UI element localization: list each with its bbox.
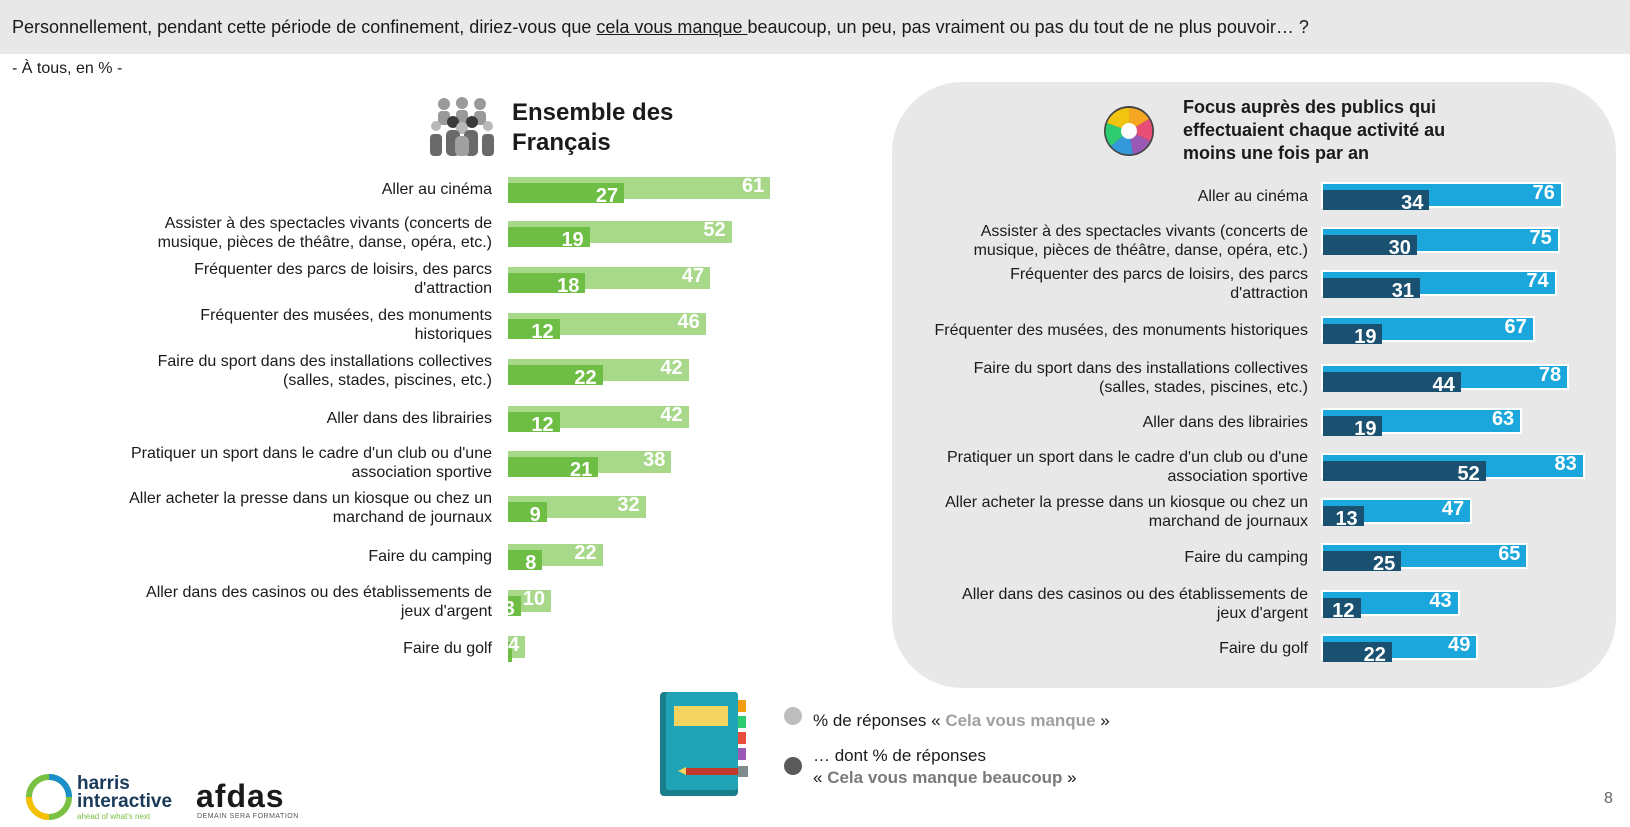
right-category-label-line: Aller dans des casinos ou des établissements de — [962, 586, 1308, 603]
legend-item-beaucoup: … dont % de réponses « Cela vous manque beaucoup » — [813, 746, 1077, 787]
left-category-label-line: historiques — [414, 326, 492, 343]
left-category-label-line: Aller acheter la presse dans un kiosque ou chez un — [129, 490, 492, 507]
left-panel-title: Ensemble des Français — [512, 99, 674, 156]
harris-tagline: ahead of what's next — [77, 812, 151, 821]
right-value-total: 67 — [1504, 316, 1527, 338]
right-category-label — [828, 222, 1308, 260]
right-value-total: 74 — [1526, 270, 1549, 292]
left-category-label — [12, 444, 492, 482]
right-category-label-line: Fréquenter des parcs de loisirs, des parcs — [1010, 266, 1308, 283]
left-category-label — [12, 214, 492, 252]
right-panel-title: Focus auprès des publics qui effectuaient chaque activité au moins une fois par an — [1183, 97, 1446, 163]
right-category-label-line: marchand de journaux — [1148, 513, 1308, 530]
right-value-beaucoup: 12 — [1332, 600, 1355, 622]
left-category-label-line: association sportive — [351, 464, 492, 481]
left-value-total: 61 — [742, 175, 765, 197]
left-value-beaucoup: 18 — [557, 275, 580, 297]
left-category-label-line: Fréquenter des parcs de loisirs, des parcs — [194, 261, 492, 278]
harris-interactive-logo — [26, 774, 72, 820]
left-category-label-line: Aller au cinéma — [381, 180, 492, 198]
question-part-2: beaucoup, un peu, pas vraiment ou pas du tout de ne plus pouvoir… ? — [747, 17, 1309, 37]
right-category-label — [828, 493, 1308, 531]
left-category-label-line: Pratiquer un sport dans le cadre d'un club ou d'une — [130, 445, 492, 462]
right-category-label — [828, 187, 1308, 206]
legend-key-dark: Cela vous manque beaucoup — [827, 768, 1063, 787]
left-category-label — [12, 260, 492, 298]
left-category-label-line: jeux d'argent — [400, 603, 492, 620]
left-value-total: 22 — [574, 542, 597, 564]
legend-key-light: Cela vous manque — [945, 711, 1096, 730]
left-value-beaucoup: 1 — [495, 644, 507, 666]
question-underlined: cela vous manque — [596, 17, 748, 37]
right-value-beaucoup: 19 — [1354, 326, 1377, 348]
left-category-label-line: Assister à des spectacles vivants (concerts de — [164, 215, 492, 232]
right-category-label — [828, 321, 1308, 340]
right-category-label — [828, 413, 1308, 432]
right-value-total: 83 — [1554, 453, 1577, 475]
right-category-label — [828, 585, 1308, 623]
left-category-label — [12, 583, 492, 621]
color-wheel-icon — [1103, 105, 1155, 157]
right-value-beaucoup: 52 — [1457, 463, 1480, 485]
left-category-label-line: marchand de journaux — [332, 509, 492, 526]
left-category-label-line: Faire du golf — [403, 639, 492, 657]
right-value-total: 63 — [1491, 408, 1515, 430]
legend-dot-light — [784, 707, 802, 725]
left-value-beaucoup: 27 — [595, 185, 619, 207]
left-value-beaucoup: 9 — [529, 504, 541, 526]
right-category-label — [828, 639, 1308, 658]
legend-dot-dark — [784, 757, 802, 775]
right-category-label-line: Aller au cinéma — [1197, 187, 1308, 205]
right-category-label — [828, 548, 1308, 567]
left-category-label-line: (salles, stades, piscines, etc.) — [283, 372, 492, 389]
people-group-icon — [430, 96, 494, 158]
right-category-label-line: Pratiquer un sport dans le cadre d'un club ou d'une — [946, 449, 1308, 466]
right-value-beaucoup: 25 — [1373, 553, 1396, 575]
left-value-total: 52 — [703, 219, 726, 241]
page-number: 8 — [1604, 790, 1613, 807]
left-value-beaucoup: 8 — [525, 552, 537, 574]
left-category-label-line: Fréquenter des musées, des monuments — [200, 307, 492, 324]
right-value-total: 49 — [1448, 634, 1471, 656]
left-category-label — [12, 409, 492, 428]
right-value-total: 76 — [1532, 182, 1555, 204]
right-category-label-line: (salles, stades, piscines, etc.) — [1099, 379, 1308, 396]
left-category-label-line: Faire du camping — [368, 547, 492, 565]
left-category-label — [12, 489, 492, 527]
right-value-total: 78 — [1538, 364, 1562, 386]
left-category-label — [12, 180, 492, 199]
right-category-label-line: Faire du sport dans des installations collectives — [973, 360, 1308, 377]
left-value-total: 46 — [677, 311, 700, 333]
right-value-beaucoup: 22 — [1363, 644, 1386, 666]
right-value-total: 65 — [1498, 543, 1521, 565]
right-category-label-line: Fréquenter des musées, des monuments historiques — [934, 321, 1308, 339]
left-value-total: 32 — [617, 494, 640, 516]
left-value-total: 10 — [522, 588, 545, 610]
left-category-label-line: Aller dans des librairies — [326, 409, 492, 427]
right-category-label-line: Aller dans des librairies — [1142, 413, 1308, 431]
right-value-beaucoup: 30 — [1388, 237, 1411, 259]
right-category-label-line: Faire du golf — [1219, 639, 1308, 657]
left-value-total: 42 — [660, 404, 683, 426]
afdas-logo-text: afdas — [196, 778, 285, 814]
left-value-beaucoup: 19 — [561, 229, 584, 251]
right-category-label — [828, 265, 1308, 303]
legend-item-cela-vous-manque: % de réponses « Cela vous manque » — [813, 711, 1110, 730]
right-value-total: 47 — [1441, 498, 1465, 520]
left-category-label — [12, 352, 492, 390]
right-category-label — [828, 448, 1308, 486]
left-category-label — [12, 639, 492, 658]
left-value-total: 4 — [508, 634, 520, 656]
left-value-beaucoup: 12 — [531, 414, 554, 436]
left-category-label-line: Aller dans des casinos ou des établissements de — [146, 584, 492, 601]
question-text — [12, 17, 1309, 38]
right-category-label — [828, 359, 1308, 397]
subtitle: - À tous, en % - — [12, 60, 123, 77]
right-value-beaucoup: 13 — [1335, 508, 1358, 530]
left-value-total: 47 — [681, 265, 705, 287]
left-value-beaucoup: 12 — [531, 321, 554, 343]
right-category-label-line: jeux d'argent — [1216, 605, 1308, 622]
right-value-beaucoup: 44 — [1432, 374, 1455, 396]
left-value-beaucoup: 3 — [503, 598, 515, 620]
right-category-label-line: d'attraction — [1230, 285, 1308, 302]
right-category-label-line: Aller acheter la presse dans un kiosque ou chez un — [945, 494, 1308, 511]
left-category-label-line: d'attraction — [414, 280, 492, 297]
harris-logo-text: harris interactive — [77, 773, 173, 812]
question-part-1: Personnellement, pendant cette période de confinement, diriez-vous que — [12, 17, 597, 37]
right-value-total: 43 — [1429, 590, 1452, 612]
left-category-label — [12, 547, 492, 566]
right-value-beaucoup: 19 — [1354, 418, 1377, 440]
left-category-label-line: musique, pièces de théâtre, danse, opéra, etc.) — [157, 234, 492, 251]
right-value-beaucoup: 34 — [1401, 192, 1424, 214]
left-value-beaucoup: 21 — [570, 459, 593, 481]
left-value-beaucoup: 22 — [574, 367, 597, 389]
right-value-total: 75 — [1529, 227, 1552, 249]
left-category-label — [12, 306, 492, 344]
right-category-label-line: Faire du camping — [1184, 548, 1308, 566]
right-category-label-line: musique, pièces de théâtre, danse, opéra, etc.) — [973, 242, 1308, 259]
right-category-label-line: association sportive — [1167, 468, 1308, 485]
right-category-label-line: Assister à des spectacles vivants (concerts de — [980, 223, 1308, 240]
left-value-total: 42 — [660, 357, 683, 379]
left-value-total: 38 — [643, 449, 666, 471]
book-icon — [660, 692, 752, 796]
left-category-label-line: Faire du sport dans des installations collectives — [157, 353, 492, 370]
right-value-beaucoup: 31 — [1391, 280, 1415, 302]
afdas-tagline: DEMAIN SERA FORMATION — [197, 813, 299, 820]
